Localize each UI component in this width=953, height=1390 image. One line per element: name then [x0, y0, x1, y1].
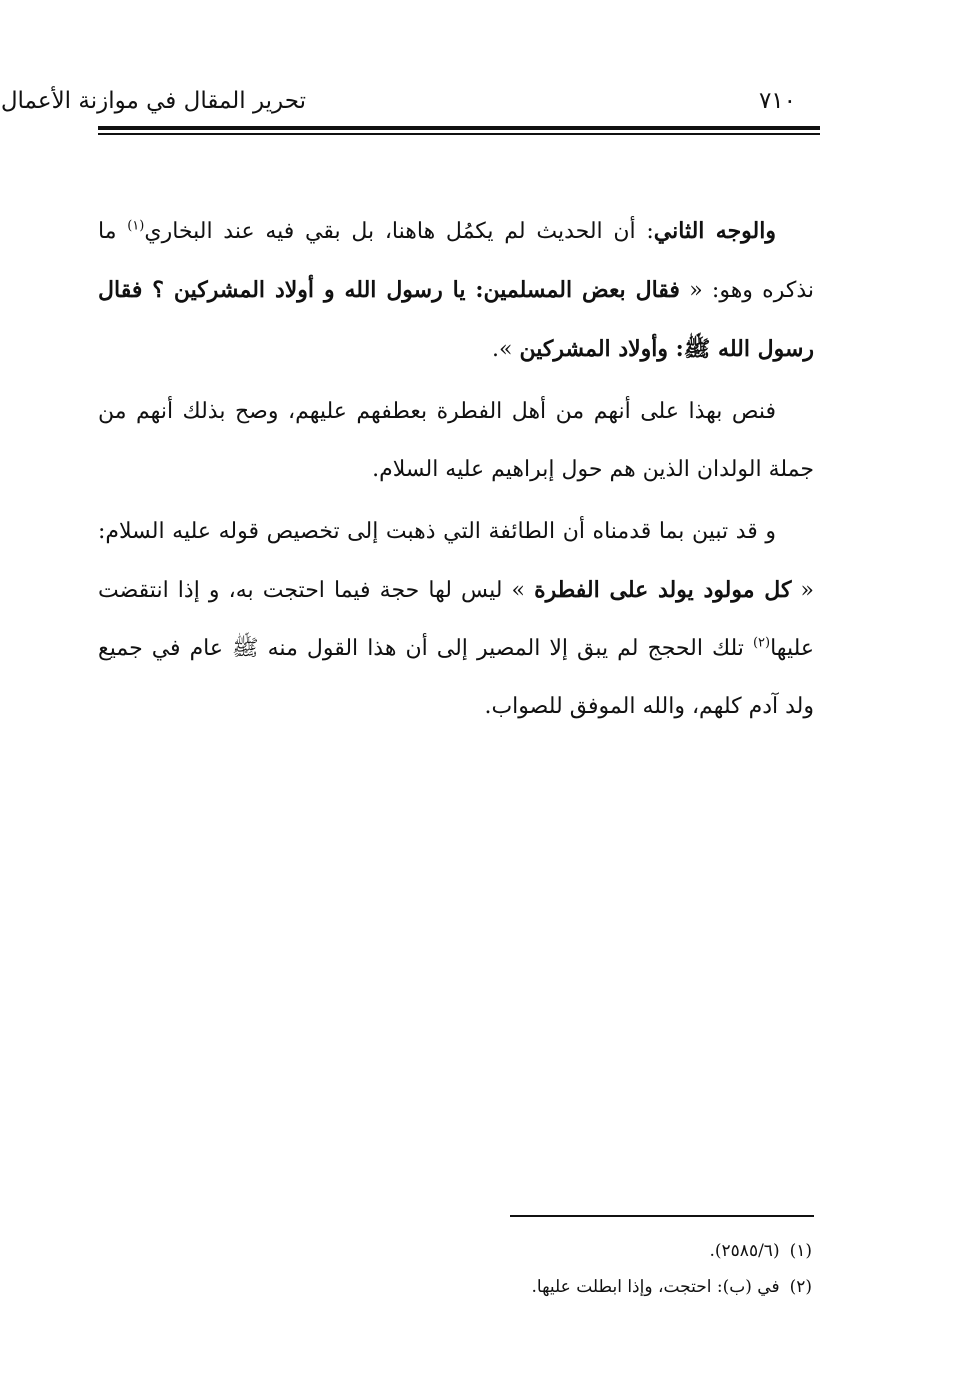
- body-text: [98, 202, 814, 740]
- section-lead: والوجه الثاني: [653, 218, 776, 244]
- paragraph-1: [98, 202, 814, 379]
- p2-text: فنص بهذا على أنهم من أهل الفطرة بعطفهم عليهم، وصح بذلك أنهم من جملة الولدان الذين هم حول إبراهيم عليه السلام.: [98, 399, 814, 482]
- running-header: [0, 86, 818, 126]
- footnote-number: (٢): [789, 1277, 812, 1297]
- header-rule-thin: [98, 133, 820, 135]
- footnote-2: [300, 1269, 812, 1305]
- p3-text-2: » ليس لها حجة فيما احتجت به، و إذا انتقضت عليها: [98, 578, 814, 661]
- p1-text-2: ما نذكره وهو: «: [98, 219, 814, 303]
- footnote-1: [300, 1233, 812, 1269]
- paragraph-2: [98, 383, 814, 499]
- footnote-text: في (ب): احتجت، وإذا ابطلت عليها.: [531, 1277, 780, 1297]
- page-number: ٧١٠: [758, 88, 796, 114]
- hadith-quote-1: فقال بعض المسلمين: يا رسول الله و أولاد المشركين ؟ فقال رسول الله ﷺ: وأولاد المشركين: [98, 277, 814, 362]
- footnote-ref-2[interactable]: (٢): [752, 635, 771, 651]
- header-rule-thick: [98, 126, 820, 130]
- p3-text-1: و قد تبين بما قدمناه أن الطائفة التي ذهبت إلى تخصيص قوله عليه السلام: «: [98, 519, 814, 603]
- p1-text-3: ».: [492, 337, 520, 362]
- header-title: تحرير المقال في موازنة الأعمال: [0, 88, 306, 114]
- hadith-quote-2: كل مولود يولد على الفطرة: [534, 577, 792, 603]
- footnote-text: (٢٥٨٥/٦).: [709, 1241, 780, 1261]
- footnote-separator: [510, 1215, 814, 1217]
- paragraph-3: [98, 503, 814, 736]
- footnote-ref-1[interactable]: (١): [127, 218, 145, 234]
- p3-text-3: تلك الحجج لم يبق إلا المصير إلى أن هذا القول منه ﷺ عام في جميع ولد آدم كلهم، والله الموفق للصواب.: [98, 636, 814, 719]
- footnotes: [300, 1233, 812, 1305]
- p1-text-1: : أن الحديث لم يكمُل هاهنا، بل بقي فيه عند البخاري: [144, 219, 654, 244]
- footnote-number: (١): [789, 1241, 812, 1261]
